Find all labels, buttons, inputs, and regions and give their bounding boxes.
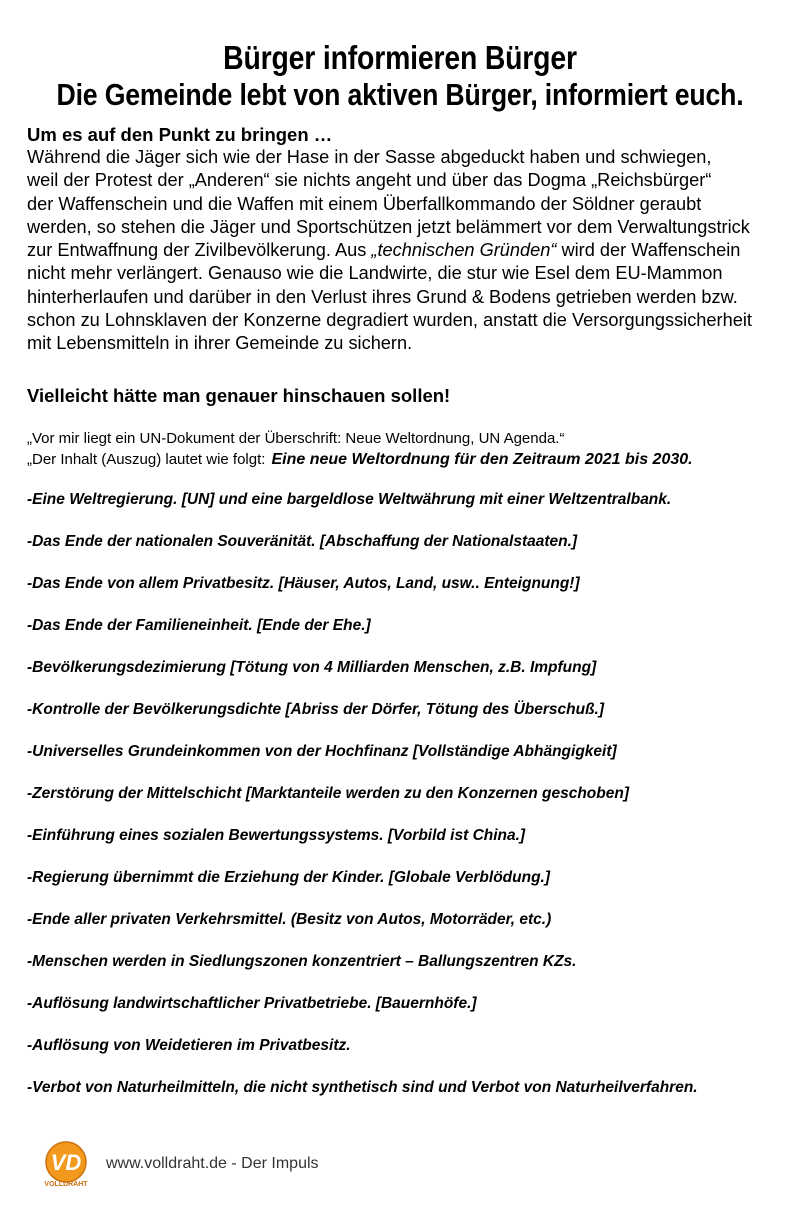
list-item: -Universelles Grundeinkommen von der Hochfinanz [Vollständige Abhängigkeit] [27,743,617,760]
list-item: -Auflösung landwirtschaftlicher Privatbetriebe. [Bauernhöfe.] [27,995,477,1012]
intro-line: Während die Jäger sich wie der Hase in der Sasse abgeduckt haben und schwiegen, [27,147,712,167]
list-item: -Das Ende von allem Privatbesitz. [Häuser, Autos, Land, usw.. Enteignung!] [27,575,580,592]
list-item: -Kontrolle der Bevölkerungsdichte [Abriss der Dörfer, Tötung des Überschuß.] [27,701,605,718]
list-item: -Das Ende der Familieneinheit. [Ende der Ehe.] [27,617,371,634]
intro-line: der Waffenschein und die Waffen mit einem Überfallkommando der Söldner geraubt [27,193,702,214]
intro-line: mit Lebensmitteln in ihrer Gemeinde zu sichern. [27,333,413,354]
footer [40,1140,319,1188]
intro-heading: Um es auf den Punkt zu bringen … [27,124,333,145]
quote-line [27,449,693,470]
list-item: -Regierung übernimmt die Erziehung der Kinder. [Globale Verblödung.] [27,869,551,886]
intro-line: weil der Protest der „Anderen“ sie nichts angeht und über das Dogma „Reichsbürger“ [27,170,712,191]
list-item: -Zerstörung der Mittelschicht [Marktanteile werden zu den Konzernen geschoben] [27,785,629,802]
quote-highlight: Eine neue Weltordnung für den Zeitraum 2021 bis 2030. [271,451,693,468]
intro-line: nicht mehr verlängert. Genauso wie die Landwirte, die stur wie Esel dem EU-Mammon [27,263,723,284]
intro-text-segment: wird der Waffenschein [556,240,741,261]
footer-link[interactable]: www.volldraht.de - Der Impuls [106,1155,319,1172]
intro-line: hinterherlaufen und darüber in den Verlust ihres Grund & Bodens getrieben werden bzw. [27,286,738,307]
list-item: -Auflösung von Weidetieren im Privatbesitz. [27,1037,351,1054]
list-item: -Bevölkerungsdezimierung [Tötung von 4 Milliarden Menschen, z.B. Impfung] [27,659,597,676]
list-item: -Einführung eines sozialen Bewertungssystems. [Vorbild ist China.] [27,827,526,844]
callout-heading: Vielleicht hätte man genauer hinschauen sollen! [27,385,451,406]
list-item: -Das Ende der nationalen Souveränität. [Abschaffung der Nationalstaaten.] [27,533,578,550]
intro-line [27,239,787,262]
quote-intro: „Der Inhalt (Auszug) lautet wie folgt: [27,451,266,468]
intro-text-segment: zur Entwaffnung der Zivilbevölkerung. Aus [27,240,372,261]
list-item: -Menschen werden in Siedlungszonen konzentriert – Ballungszentren KZs. [27,953,577,970]
list-item: -Ende aller privaten Verkehrsmittel. (Besitz von Autos, Motorräder, etc.) [27,911,552,928]
page-subtitle: Die Gemeinde lebt von aktiven Bürger, informiert euch. [56,77,744,112]
volldraht-logo-icon [40,1140,92,1188]
list-item: -Eine Weltregierung. [UN] und eine bargeldlose Weltwährung mit einer Weltzentralbank. [27,491,672,508]
quote-block [27,428,693,470]
logo-wordmark: VOLLDRAHT [44,1181,88,1188]
logo-mark: VD [50,1150,82,1175]
page-title: Bürger informieren Bürger [223,39,577,76]
agenda-list [27,490,797,1120]
intro-paragraph [27,146,787,356]
intro-line: schon zu Lohnsklaven der Konzerne degradiert wurden, anstatt die Versorgungssicherheit [27,310,752,331]
intro-line: werden, so stehen die Jäger und Sportschützen jetzt belämmert vor dem Verwaltungstrick [27,216,750,237]
intro-emphasis: „technischen Gründen“ [371,240,557,261]
list-item: -Verbot von Naturheilmitteln, die nicht synthetisch sind und Verbot von Naturheilverfahren. [27,1079,698,1096]
quote-line: „Vor mir liegt ein UN-Dokument der Überschrift: Neue Weltordnung, UN Agenda.“ [27,430,565,447]
